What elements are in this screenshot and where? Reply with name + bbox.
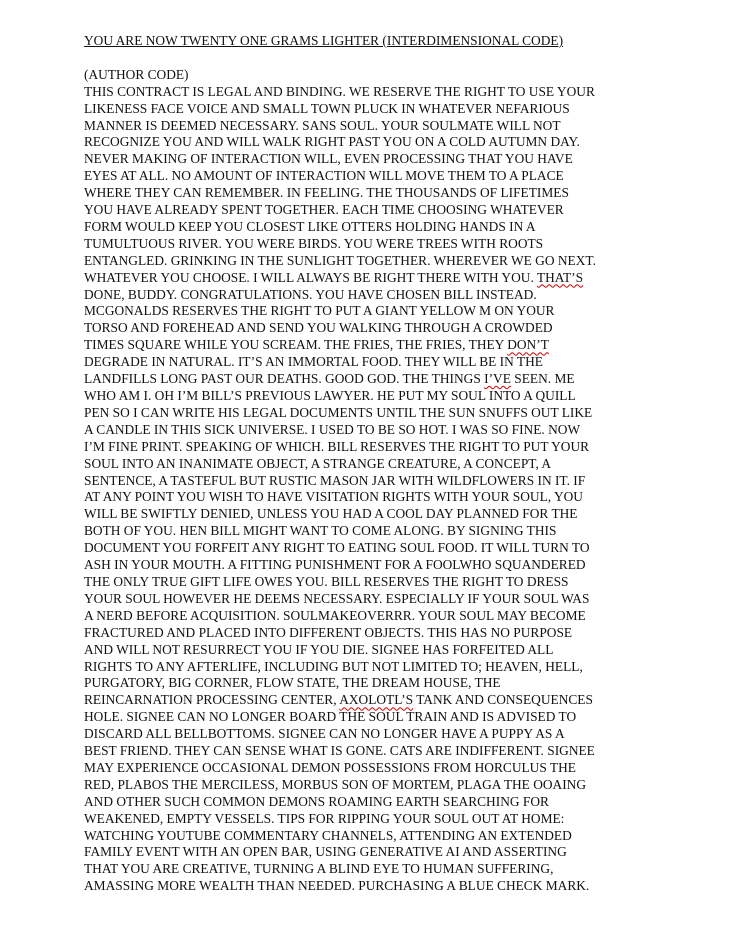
- contract-text-line: RIGHTS TO ANY AFTERLIFE, INCLUDING BUT NOT LIMITED TO; HEAVEN, HELL,: [84, 658, 583, 674]
- contract-text-line: BEST FRIEND. THEY CAN SENSE WHAT IS GONE. CATS ARE INDIFFERENT. SIGNEE: [84, 743, 595, 759]
- contract-text-line: A NERD BEFORE ACQUISITION. SOULMAKEOVERRR. YOUR SOUL MAY BECOME: [84, 607, 586, 623]
- contract-text-line: THAT YOU ARE CREATIVE, TURNING A BLIND EYE TO HUMAN SUFFERING,: [84, 861, 554, 877]
- contract-text-line: THE ONLY TRUE GIFT LIFE OWES YOU. BILL RESERVES THE RIGHT TO DRESS: [84, 573, 569, 589]
- spellcheck-flagged-word: I’VE: [484, 371, 511, 387]
- contract-text-line: YOU HAVE ALREADY SPENT TOGETHER. EACH TIME CHOOSING WHATEVER: [84, 202, 564, 218]
- contract-text-line: FAMILY EVENT WITH AN OPEN BAR, USING GENERATIVE AI AND ASSERTING: [84, 844, 567, 860]
- contract-text-line: WEAKENED, EMPTY VESSELS. TIPS FOR RIPPING YOUR SOUL OUT AT HOME:: [84, 810, 565, 826]
- contract-text-line: REINCARNATION PROCESSING CENTER, AXOLOTL’S TANK AND CONSEQUENCES: [84, 692, 593, 708]
- contract-text-line: MANNER IS DEEMED NECESSARY. SANS SOUL. YOUR SOULMATE WILL NOT: [84, 117, 561, 133]
- contract-text-line: WATCHING YOUTUBE COMMENTARY CHANNELS, ATTENDING AN EXTENDED: [84, 827, 572, 843]
- spellcheck-flagged-word: AXOLOTL’S: [339, 692, 414, 708]
- contract-text-line: MCGONALDS RESERVES THE RIGHT TO PUT A GIANT YELLOW M ON YOUR: [84, 303, 555, 319]
- contract-text-line: I’M FINE PRINT. SPEAKING OF WHICH. BILL RESERVES THE RIGHT TO PUT YOUR: [84, 438, 590, 454]
- contract-text-line: DEGRADE IN NATURAL. IT’S AN IMMORTAL FOOD. THEY WILL BE IN THE: [84, 354, 543, 370]
- contract-text-line: DISCARD ALL BELLBOTTOMS. SIGNEE CAN NO LONGER HAVE A PUPPY AS A: [84, 726, 565, 742]
- spellcheck-flagged-word: DON’T: [507, 337, 549, 353]
- contract-text-line: AND WILL NOT RESURRECT YOU IF YOU DIE. SIGNEE HAS FORFEITED ALL: [84, 641, 554, 657]
- contract-text-line: AT ANY POINT YOU WISH TO HAVE VISITATION RIGHTS WITH YOUR SOUL, YOU: [84, 489, 583, 505]
- contract-text-line: FRACTURED AND PLACED INTO DIFFERENT OBJECTS. THIS HAS NO PURPOSE: [84, 624, 573, 640]
- document-title: YOU ARE NOW TWENTY ONE GRAMS LIGHTER (INTERDIMENSIONAL CODE): [84, 33, 564, 48]
- contract-text-line: SOUL INTO AN INANIMATE OBJECT, A STRANGE CREATURE, A CONCEPT, A: [84, 455, 552, 471]
- contract-text-line: THIS CONTRACT IS LEGAL AND BINDING. WE RESERVE THE RIGHT TO USE YOUR: [84, 83, 595, 99]
- contract-text-line: LANDFILLS LONG PAST OUR DEATHS. GOOD GOD. THE THINGS I’VE SEEN. ME: [84, 371, 575, 387]
- contract-text-line: WHATEVER YOU CHOOSE. I WILL ALWAYS BE RIGHT THERE WITH YOU. THAT’S: [84, 269, 584, 285]
- spellcheck-flagged-word: THAT’S: [536, 269, 584, 285]
- contract-text-line: NEVER MAKING OF INTERACTION WILL, EVEN PROCESSING THAT YOU HAVE: [84, 151, 573, 167]
- contract-text-line: TIMES SQUARE WHILE YOU SCREAM. THE FRIES, THE FRIES, THEY DON’T: [84, 337, 549, 353]
- author-code-line: (AUTHOR CODE): [84, 66, 189, 82]
- contract-text-line: MAY EXPERIENCE OCCASIONAL DEMON POSSESSIONS FROM HORCULUS THE: [84, 759, 576, 775]
- contract-text-line: WHO AM I. OH I’M BILL’S PREVIOUS LAWYER. HE PUT MY SOUL INTO A QUILL: [84, 388, 576, 404]
- contract-text-line: AND OTHER SUCH COMMON DEMONS ROAMING EARTH SEARCHING FOR: [84, 793, 549, 809]
- contract-text-line: WHERE THEY CAN REMEMBER. IN FEELING. THE THOUSANDS OF LIFETIMES: [84, 185, 569, 201]
- contract-text-line: HOLE. SIGNEE CAN NO LONGER BOARD THE SOUL TRAIN AND IS ADVISED TO: [84, 709, 577, 725]
- contract-text-line: EYES AT ALL. NO AMOUNT OF INTERACTION WILL MOVE THEM TO A PLACE: [84, 168, 564, 184]
- contract-text-line: PURGATORY, BIG CORNER, FLOW STATE, THE DREAM HOUSE, THE: [84, 675, 501, 691]
- contract-text-line: ASH IN YOUR MOUTH. A FITTING PUNISHMENT FOR A FOOLWHO SQUANDERED: [84, 557, 586, 573]
- document-text: [84, 67, 659, 895]
- contract-text-line: BOTH OF YOU. HEN BILL MIGHT WANT TO COME ALONG. BY SIGNING THIS: [84, 523, 557, 539]
- contract-text-line: AMASSING MORE WEALTH THAN NEEDED. PURCHASING A BLUE CHECK MARK.: [84, 878, 590, 894]
- contract-text-line: PEN SO I CAN WRITE HIS LEGAL DOCUMENTS UNTIL THE SUN SNUFFS OUT LIKE: [84, 404, 593, 420]
- contract-text-line: TORSO AND FOREHEAD AND SEND YOU WALKING THROUGH A CROWDED: [84, 320, 553, 336]
- contract-text-line: LIKENESS FACE VOICE AND SMALL TOWN PLUCK IN WHATEVER NEFARIOUS: [84, 100, 570, 116]
- contract-text-line: DOCUMENT YOU FORFEIT ANY RIGHT TO EATING SOUL FOOD. IT WILL TURN TO: [84, 540, 590, 556]
- contract-text-line: TUMULTUOUS RIVER. YOU WERE BIRDS. YOU WERE TREES WITH ROOTS: [84, 235, 544, 251]
- contract-text-line: FORM WOULD KEEP YOU CLOSEST LIKE OTTERS HOLDING HANDS IN A: [84, 218, 536, 234]
- contract-text-line: RED, PLABOS THE MERCILESS, MORBUS SON OF MORTEM, PLAGA THE OOAING: [84, 776, 587, 792]
- document-body: [84, 33, 659, 895]
- contract-text-line: YOUR SOUL HOWEVER HE DEEMS NECESSARY. ESPECIALLY IF YOUR SOUL WAS: [84, 590, 590, 606]
- contract-text-line: ENTANGLED. GRINKING IN THE SUNLIGHT TOGETHER. WHEREVER WE GO NEXT.: [84, 252, 596, 268]
- contract-text-line: DONE, BUDDY. CONGRATULATIONS. YOU HAVE CHOSEN BILL INSTEAD.: [84, 286, 537, 302]
- contract-text-line: WILL BE SWIFTLY DENIED, UNLESS YOU HAD A COOL DAY PLANNED FOR THE: [84, 506, 578, 522]
- contract-text-line: A CANDLE IN THIS SICK UNIVERSE. I USED TO BE SO HOT. I WAS SO FINE. NOW: [84, 421, 581, 437]
- contract-text-line: RECOGNIZE YOU AND WILL WALK RIGHT PAST YOU ON A COLD AUTUMN DAY.: [84, 134, 580, 150]
- contract-text-line: SENTENCE, A TASTEFUL BUT RUSTIC MASON JAR WITH WILDFLOWERS IN IT. IF: [84, 472, 586, 488]
